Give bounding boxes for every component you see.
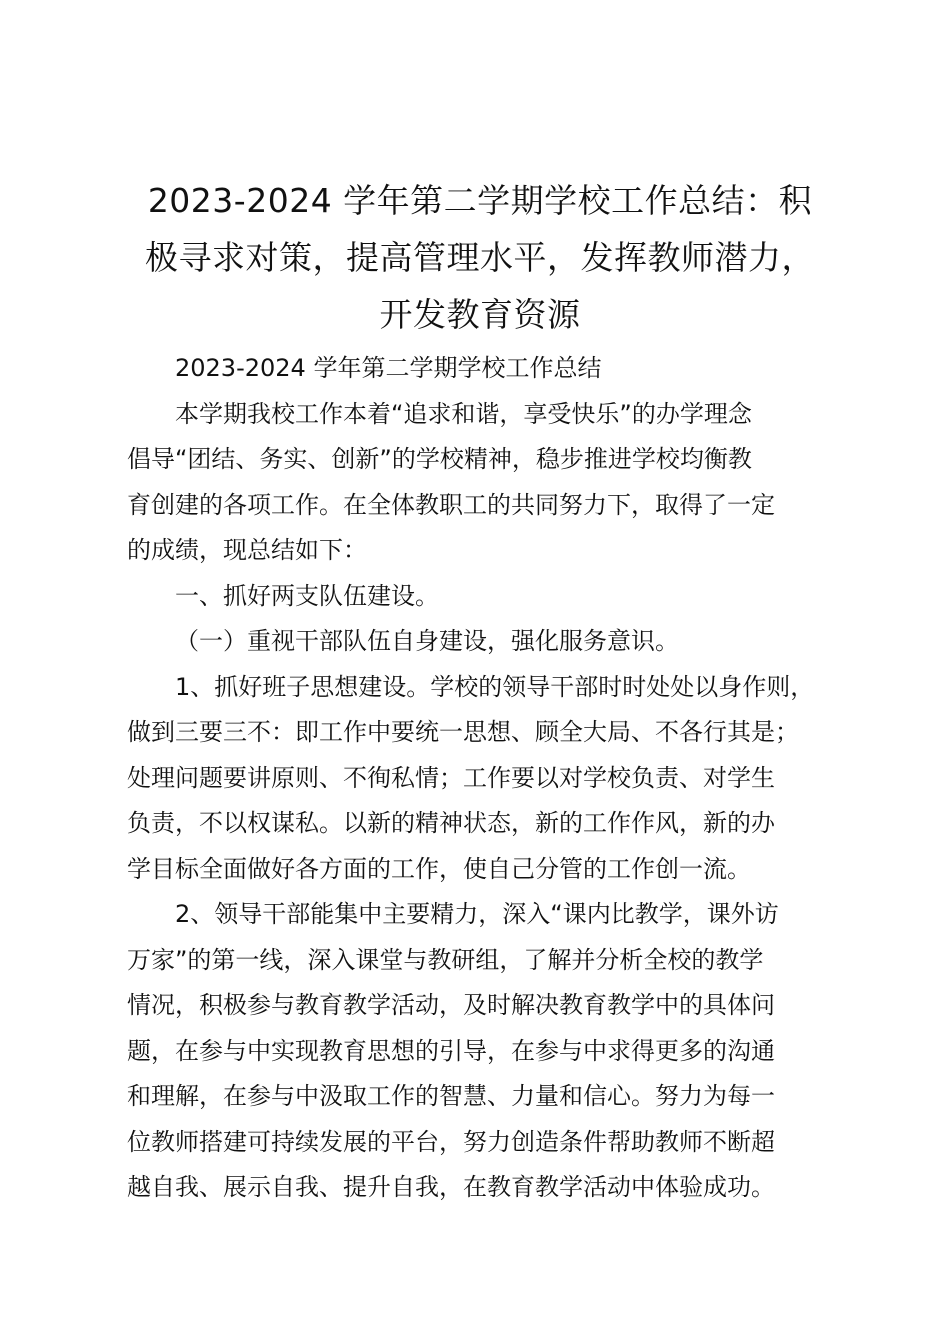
paragraph-item-1: 1、抓好班子思想建设。学校的领导干部时时处处以身作则， 做到三要三不：即工作中要统一思想、顾全大局、不各行其是； 处理问题要讲原则、不徇私情；工作要以对学校负责、对学生 负责，不以权谋私。以新的精神状态，新的工作作风，新的办 学目标全面做好各方面的工作，使自己分管的工作创一流。 bbox=[127, 672, 815, 883]
paragraph-item-2: 2、领导干部能集中主要精力，深入“课内比教学，课外访 万家”的第一线，深入课堂与教研组，了解并分析全校的教学 情况，积极参与教育教学活动，及时解决教育教学中的具体问 题，在参与中实现教育思想的引导，在参与中求得更多的沟通 和理解，在参与中汲取工作的智慧、力量和信心。努力为每一 位教师搭建可持续发展的平台，努力创造条件帮助教师不断超 越自我、展示自我、提升自我，在教育教学活动中体验成功。 bbox=[127, 900, 779, 1201]
document-title: 2023-2024 学年第二学期学校工作总结：积 极寻求对策，提高管理水平，发挥教师潜力， 开发教育资源 bbox=[145, 181, 815, 334]
document-page bbox=[127, 172, 833, 1211]
document-subtitle: 2023-2024 学年第二学期学校工作总结 bbox=[175, 354, 602, 382]
subsection-heading-1: （一）重视干部队伍自身建设，强化服务意识。 bbox=[175, 627, 679, 655]
paragraph-intro: 本学期我校工作本着“追求和谐，享受快乐”的办学理念 倡导“团结、务实、创新”的学校精神，稳步推进学校均衡教 育创建的各项工作。在全体教职工的共同努力下，取得了一定 的成绩，现总结如下： bbox=[127, 399, 775, 564]
section-heading-1: 一、抓好两支队伍建设。 bbox=[175, 581, 439, 610]
